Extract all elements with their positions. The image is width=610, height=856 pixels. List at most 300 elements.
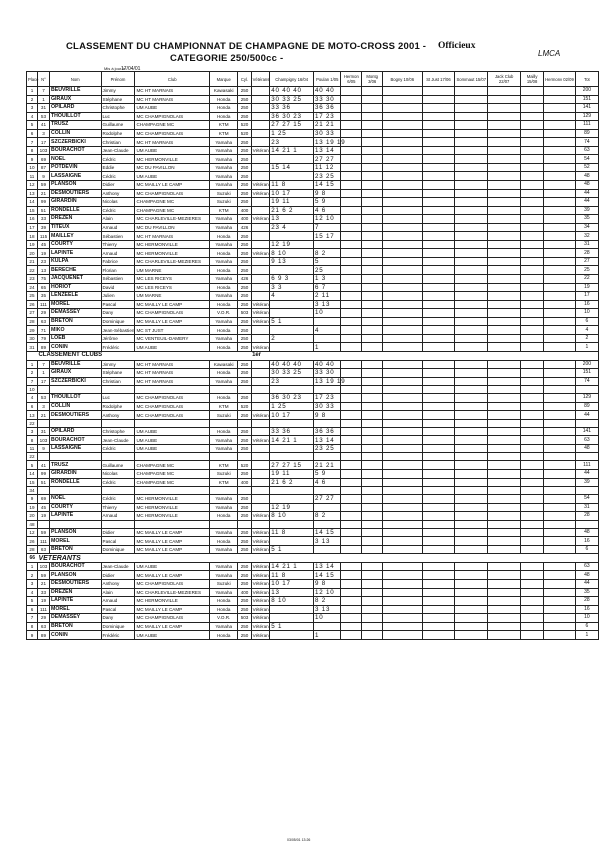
table-cell (521, 503, 544, 512)
update-date: 17/04/01 (121, 66, 141, 72)
table-cell: 48 (575, 528, 598, 537)
table-cell: 250 (238, 240, 251, 249)
table-cell (455, 377, 488, 386)
table-cell: Yamaha (209, 257, 237, 266)
table-cell (422, 326, 455, 335)
table-cell: Jean-Claude (101, 146, 135, 155)
table-cell (455, 427, 488, 436)
table-cell: Vétéran (252, 547, 269, 553)
table-cell (455, 266, 488, 275)
table-cell (270, 537, 314, 546)
table-cell (521, 631, 544, 640)
table-cell (383, 343, 422, 352)
table-cell: Honda (209, 427, 237, 436)
table-row (27, 520, 599, 528)
table-cell: 2 (270, 334, 314, 343)
table-cell (383, 300, 422, 309)
table-cell (544, 232, 576, 241)
table-cell: Pascal (101, 300, 135, 309)
table-cell: 8 (27, 146, 38, 155)
table-cell (575, 386, 598, 394)
table-cell: 200 (575, 87, 598, 96)
table-cell: BEUVRILLE (50, 360, 102, 369)
table-cell (544, 317, 576, 326)
table-cell: 8 10 (270, 597, 314, 606)
table-cell (488, 317, 521, 326)
table-cell (488, 394, 521, 403)
table-cell (383, 394, 422, 403)
table-cell (341, 172, 362, 181)
table-cell: 28 (27, 545, 38, 554)
table-cell: 32 (575, 232, 598, 241)
table-row (27, 146, 599, 155)
table-cell (383, 95, 422, 104)
section-header (27, 351, 599, 360)
table-cell (383, 232, 422, 241)
table-cell (544, 444, 576, 453)
table-cell: 23 25 (314, 172, 341, 181)
table-cell (455, 461, 488, 470)
table-cell: Dany (101, 614, 135, 623)
table-cell (422, 198, 455, 207)
table-cell: MIKO (50, 326, 102, 335)
table-cell (544, 605, 576, 614)
table-cell: 9 (37, 172, 49, 181)
table-cell (362, 232, 383, 241)
table-cell (422, 163, 455, 172)
table-cell: 89 (575, 129, 598, 138)
table-row (27, 206, 599, 215)
table-cell: MC MAILLY LE CAMP (135, 571, 210, 580)
table-cell: 10 (575, 614, 598, 623)
table-row (27, 411, 599, 420)
table-cell: MC CHARLEVILLE-MEZIERES (135, 215, 210, 224)
table-cell (521, 181, 544, 190)
table-cell: 28 (575, 512, 598, 521)
table-cell (488, 129, 521, 138)
table-cell (341, 469, 362, 478)
table-cell (544, 597, 576, 606)
table-cell: Yamaha (209, 292, 237, 301)
table-row (27, 249, 599, 258)
table-cell (341, 104, 362, 113)
table-cell (362, 146, 383, 155)
table-cell: 6 (27, 605, 38, 614)
table-cell (455, 419, 488, 427)
table-cell (341, 436, 362, 445)
table-cell: 14 21 1 (270, 436, 314, 445)
table-cell (383, 206, 422, 215)
table-row (27, 571, 599, 580)
table-cell (251, 95, 270, 104)
table-cell: 250 (238, 427, 251, 436)
table-cell: 13 (270, 215, 314, 224)
table-cell (383, 571, 422, 580)
table-cell (544, 138, 576, 147)
table-cell: Florian (101, 266, 135, 275)
table-cell (50, 386, 102, 394)
table-cell (521, 112, 544, 121)
table-cell (101, 520, 135, 528)
table-cell (362, 622, 383, 631)
table-cell (422, 121, 455, 130)
table-cell (209, 386, 237, 394)
table-cell (101, 419, 135, 427)
table-cell (455, 232, 488, 241)
table-cell (362, 138, 383, 147)
table-cell (544, 257, 576, 266)
table-cell: 8 (27, 622, 38, 631)
table-cell: 3 (27, 579, 38, 588)
table-cell: BRETON (50, 622, 102, 631)
table-cell: MC HERMONVILLE (135, 597, 210, 606)
table-cell (521, 394, 544, 403)
table-cell: 33 36 (270, 104, 314, 113)
table-cell: 250 (238, 605, 251, 614)
table-cell (251, 121, 270, 130)
table-cell (544, 206, 576, 215)
table-cell (251, 232, 270, 241)
table-cell (544, 215, 576, 224)
table-cell: Nicolas (101, 198, 135, 207)
table-cell (238, 453, 251, 461)
table-cell: 54 (575, 495, 598, 504)
table-cell (544, 427, 576, 436)
table-cell: 426 (238, 275, 251, 284)
table-cell: 25 (314, 266, 341, 275)
table-cell (455, 223, 488, 232)
table-cell: 22 (27, 419, 38, 427)
table-cell (341, 198, 362, 207)
table-cell: RONDELLE (50, 206, 102, 215)
table-cell: Cédric (101, 206, 135, 215)
table-cell: 3 13 (314, 605, 341, 614)
table-cell (362, 155, 383, 164)
table-cell (544, 520, 576, 528)
table-cell: 12 10 (314, 588, 341, 597)
table-cell: 40 40 (314, 360, 341, 369)
table-cell (362, 283, 383, 292)
table-cell (251, 155, 270, 164)
table-cell (455, 95, 488, 104)
table-cell: 15 17 (314, 232, 341, 241)
table-cell (251, 206, 270, 215)
table-cell: Dominique (101, 317, 135, 326)
table-cell: MC CHAMPIGNOLAIS (135, 309, 210, 318)
table-cell (362, 249, 383, 258)
table-cell (488, 386, 521, 394)
table-cell: 16 (575, 300, 598, 309)
table-cell (341, 240, 362, 249)
table-cell (209, 453, 237, 461)
table-cell: 15 (27, 478, 38, 487)
table-cell (455, 469, 488, 478)
table-cell (238, 487, 251, 495)
table-cell: MC MAILLY LE CAMP (135, 317, 210, 326)
table-cell (27, 351, 38, 360)
table-cell (422, 181, 455, 190)
table-cell: 8 2 (314, 249, 341, 258)
table-cell (37, 487, 49, 495)
table-cell (455, 495, 488, 504)
table-cell: 34 (575, 223, 598, 232)
table-cell: DESMOUTIERS (50, 411, 102, 420)
table-cell: Vétéran (252, 513, 269, 519)
table-cell (488, 189, 521, 198)
table-cell (521, 512, 544, 521)
table-cell (341, 87, 362, 96)
table-cell: UM AUBE (135, 562, 210, 571)
table-cell: 21 (37, 579, 49, 588)
table-cell: 1 (575, 343, 598, 352)
table-cell: 35 (37, 292, 49, 301)
table-cell (209, 487, 237, 495)
table-cell: 13 (37, 266, 49, 275)
table-row (27, 95, 599, 104)
table-cell: Vétéran (252, 250, 269, 256)
table-cell (544, 419, 576, 427)
table-cell: 250 (238, 283, 251, 292)
table-cell: 5 (27, 121, 38, 130)
table-cell: 2 (27, 95, 38, 104)
table-cell: 400 (238, 478, 251, 487)
table-cell: Thierry (101, 240, 135, 249)
table-cell (521, 292, 544, 301)
table-cell: THOUILLOT (50, 112, 102, 121)
table-cell (341, 512, 362, 521)
table-cell: 250 (238, 631, 251, 640)
table-cell: VETERANTS (37, 554, 598, 563)
table-cell (362, 411, 383, 420)
table-cell (521, 326, 544, 335)
table-cell (270, 419, 314, 427)
table-cell: Cédric (101, 495, 135, 504)
table-cell: 14 (27, 469, 38, 478)
section-header (27, 554, 599, 563)
table-cell: 5 (27, 597, 38, 606)
table-cell (383, 181, 422, 190)
table-cell: 34 (27, 487, 38, 495)
table-cell (521, 146, 544, 155)
table-cell (383, 249, 422, 258)
table-cell: CONIN (50, 343, 102, 352)
table-cell: 13 19 19 (315, 138, 346, 146)
table-cell (383, 112, 422, 121)
table-cell (521, 419, 544, 427)
table-cell (422, 129, 455, 138)
table-cell: 250 (238, 155, 251, 164)
table-cell: 4 6 (314, 206, 341, 215)
table-cell (544, 469, 576, 478)
table-cell: KTM (209, 129, 237, 138)
table-cell (488, 528, 521, 537)
table-cell: 250 (238, 528, 251, 537)
table-cell (488, 121, 521, 130)
table-cell: David (101, 283, 135, 292)
table-cell (488, 334, 521, 343)
column-header: N° (37, 72, 49, 87)
table-cell: LASSAIGNE (50, 172, 102, 181)
table-cell: 250 (238, 300, 251, 309)
table-cell (383, 520, 422, 528)
table-cell: 250 (238, 597, 251, 606)
table-cell: 9 (27, 631, 38, 640)
table-cell (50, 487, 102, 495)
table-cell: 250 (238, 146, 251, 155)
table-cell: 12 10 (314, 215, 341, 224)
organization-label: LMCA (538, 49, 561, 58)
table-cell (362, 545, 383, 554)
table-cell (488, 198, 521, 207)
table-cell: 4 (270, 292, 314, 301)
table-cell (488, 588, 521, 597)
table-cell (521, 334, 544, 343)
table-cell (521, 121, 544, 130)
table-cell: Yamaha (209, 163, 237, 172)
table-cell: UM AUBE (135, 427, 210, 436)
table-cell: 9 (27, 155, 38, 164)
table-cell (101, 386, 135, 394)
table-cell: 9 8 (314, 579, 341, 588)
table-cell: MC HT MARNAIS (135, 377, 210, 386)
table-row (27, 579, 599, 588)
table-cell: SZCZERBICKI (50, 138, 102, 147)
table-row (27, 402, 599, 411)
table-cell (341, 309, 362, 318)
table-cell (422, 317, 455, 326)
table-cell (362, 292, 383, 301)
table-cell: 21 6 2 (270, 478, 314, 487)
table-cell: UM AUBE (135, 631, 210, 640)
table-cell (362, 588, 383, 597)
table-cell: Alain (101, 215, 135, 224)
table-cell: 250 (238, 266, 251, 275)
table-cell: Suzuki (209, 189, 237, 198)
table-cell: 99 (37, 198, 49, 207)
table-cell (455, 317, 488, 326)
table-cell: Vétéran (252, 572, 269, 578)
table-cell: 30 33 25 (270, 369, 314, 378)
table-cell (488, 223, 521, 232)
table-cell: 79 (37, 334, 49, 343)
table-cell: 11 12 (314, 163, 341, 172)
table-cell (362, 605, 383, 614)
table-cell (270, 453, 314, 461)
table-cell (362, 562, 383, 571)
table-cell: 2 (575, 334, 598, 343)
table-cell: 36 30 23 (270, 394, 314, 403)
table-cell: 250 (238, 317, 251, 326)
table-cell (521, 597, 544, 606)
table-cell: 250 (238, 444, 251, 453)
table-cell (455, 206, 488, 215)
table-cell (422, 427, 455, 436)
table-cell: MC HERMONVILLE (135, 512, 210, 521)
table-cell: 21 6 2 (270, 206, 314, 215)
table-cell: 5 9 (314, 198, 341, 207)
table-cell (488, 537, 521, 546)
table-cell: Yamaha (209, 503, 237, 512)
table-cell (422, 512, 455, 521)
table-cell (488, 487, 521, 495)
table-cell (521, 232, 544, 241)
table-cell (362, 487, 383, 495)
table-cell (455, 146, 488, 155)
table-cell (362, 163, 383, 172)
table-cell (422, 419, 455, 427)
table-cell: 3 (27, 427, 38, 436)
table-cell (455, 520, 488, 528)
table-cell (341, 528, 362, 537)
table-cell (383, 240, 422, 249)
table-cell (135, 520, 210, 528)
table-cell (544, 163, 576, 172)
table-cell (544, 369, 576, 378)
table-cell (251, 427, 270, 436)
table-cell: 22 (27, 453, 38, 461)
table-cell: 20 (27, 249, 38, 258)
table-cell (521, 588, 544, 597)
table-cell: 45 (37, 503, 49, 512)
table-cell (422, 275, 455, 284)
table-cell: 6 (27, 129, 38, 138)
table-cell (455, 198, 488, 207)
table-cell: 10 17 (270, 411, 314, 420)
table-cell (383, 436, 422, 445)
table-cell: KTM (209, 121, 237, 130)
table-cell: 63 (37, 545, 49, 554)
table-cell (488, 453, 521, 461)
table-cell (383, 334, 422, 343)
table-row (27, 87, 599, 96)
table-cell: 520 (238, 121, 251, 130)
table-cell: Thierry (101, 503, 135, 512)
table-cell (455, 444, 488, 453)
table-cell: 7 (27, 138, 38, 147)
table-cell (251, 478, 270, 487)
table-cell (251, 198, 270, 207)
table-cell: 6 9 3 (270, 275, 314, 284)
table-cell (422, 95, 455, 104)
table-cell: MC MAILLY LE CAMP (135, 622, 210, 631)
table-cell (488, 112, 521, 121)
table-cell: Jimmy (101, 87, 135, 96)
table-cell: 520 (238, 402, 251, 411)
table-cell: 27 27 (314, 495, 341, 504)
table-cell: 250 (238, 232, 251, 241)
table-cell: 6 (27, 402, 38, 411)
table-cell (383, 597, 422, 606)
table-cell (383, 104, 422, 113)
table-cell (383, 469, 422, 478)
table-cell: DESMOUTIERS (50, 189, 102, 198)
table-cell: 250 (238, 181, 251, 190)
table-cell: MC HT MARNAIS (135, 369, 210, 378)
table-cell (521, 129, 544, 138)
table-cell: Christophe (101, 427, 135, 436)
table-cell (455, 537, 488, 546)
table-cell (314, 419, 341, 427)
table-cell (383, 309, 422, 318)
table-cell (488, 240, 521, 249)
table-cell (544, 87, 576, 96)
table-cell: TRUSZ (50, 121, 102, 130)
table-cell (383, 223, 422, 232)
table-cell: 28 (575, 249, 598, 258)
table-row (27, 512, 599, 521)
table-cell (362, 326, 383, 335)
column-header: Place (27, 72, 38, 87)
